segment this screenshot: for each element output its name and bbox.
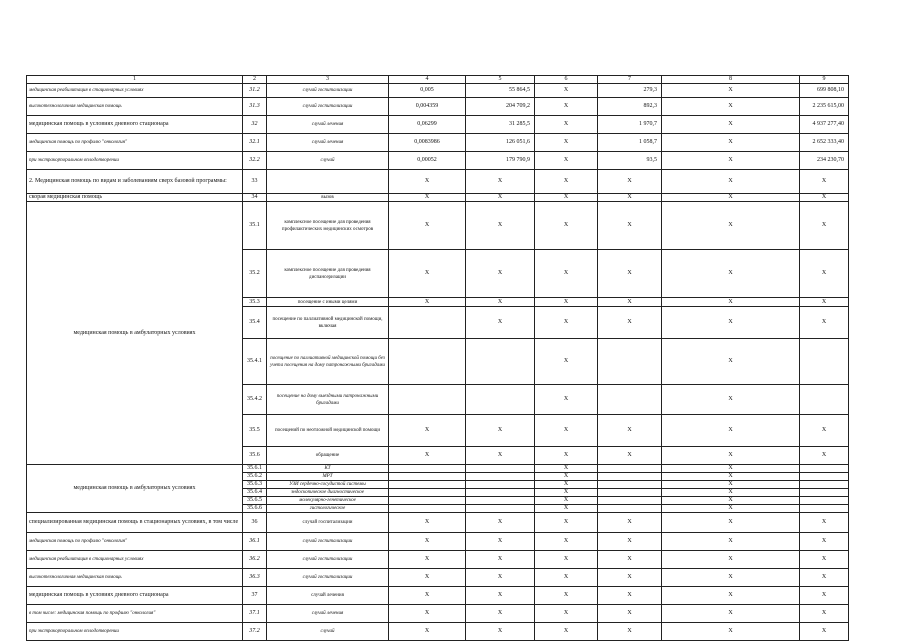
cell: X: [800, 513, 849, 533]
cell: X: [662, 505, 800, 513]
row-code: 35.6: [243, 447, 267, 465]
cell: [389, 489, 466, 497]
cell: [466, 339, 535, 385]
cell: X: [535, 307, 598, 339]
cell: 892,3: [598, 98, 662, 116]
cell: X: [800, 250, 849, 298]
row-name: медицинская реабилитация в стационарных условиях: [27, 551, 243, 569]
cell: [389, 473, 466, 481]
table-row: [27, 170, 849, 194]
row-code: 35.6.6: [243, 505, 267, 513]
cell: 234 230,70: [800, 152, 849, 170]
cell: X: [800, 202, 849, 250]
cell: [466, 481, 535, 489]
row-code: 37.1: [243, 605, 267, 623]
cell: [598, 497, 662, 505]
cell: X: [389, 587, 466, 605]
row-name: медицинская помощь в условиях дневного стационара: [27, 587, 243, 605]
cell: X: [535, 170, 598, 194]
cell: X: [662, 202, 800, 250]
row-name: медицинская помощь в условиях дневного стационара: [27, 116, 243, 134]
cell: X: [662, 152, 800, 170]
row-unit: случай госпитализации: [267, 569, 389, 587]
cell: X: [598, 513, 662, 533]
cell: X: [535, 569, 598, 587]
cell: X: [662, 250, 800, 298]
cell: X: [466, 194, 535, 202]
cell: X: [466, 415, 535, 447]
row-code: 35.4.2: [243, 385, 267, 415]
cell: X: [389, 623, 466, 641]
cell: X: [662, 473, 800, 481]
cell: [466, 473, 535, 481]
cell: X: [466, 250, 535, 298]
row-code: 36.1: [243, 533, 267, 551]
cell: 279,3: [598, 84, 662, 98]
cell: X: [535, 250, 598, 298]
table-row: [27, 465, 849, 473]
row-code: 33: [243, 170, 267, 194]
row-unit: посещение на дому выездными патронажными бригадами: [267, 385, 389, 415]
row-unit: случай: [267, 623, 389, 641]
cell: [598, 339, 662, 385]
cell: X: [466, 298, 535, 307]
header-cell: 6: [535, 76, 598, 84]
row-unit: вызов: [267, 194, 389, 202]
cell: X: [662, 194, 800, 202]
row-name: медицинская помощь по профилю "онкология": [27, 533, 243, 551]
cell: X: [535, 339, 598, 385]
cell: X: [535, 465, 598, 473]
row-unit: [267, 170, 389, 194]
cell: [389, 465, 466, 473]
cell: X: [598, 298, 662, 307]
table-row: [27, 587, 849, 605]
group-name: медицинская помощь в амбулаторных условиях: [27, 465, 243, 513]
cell: 0,06299: [389, 116, 466, 134]
row-unit: случай лечения: [267, 605, 389, 623]
cell: X: [598, 250, 662, 298]
cell: X: [662, 415, 800, 447]
cell: X: [598, 202, 662, 250]
row-code: 34: [243, 194, 267, 202]
row-unit: посещений по неотложной медицинской помощи: [267, 415, 389, 447]
cell: X: [662, 513, 800, 533]
cell: X: [662, 605, 800, 623]
row-unit: случай госпитализации: [267, 551, 389, 569]
header-cell: 7: [598, 76, 662, 84]
cell: X: [662, 170, 800, 194]
row-unit: посещение по паллиативной медицинской помощи без учета посещения на дому патронажными бригадами: [267, 339, 389, 385]
cell: X: [535, 98, 598, 116]
header-cell: 2: [243, 76, 267, 84]
row-code: 36.3: [243, 569, 267, 587]
row-code: 37: [243, 587, 267, 605]
row-code: 35.6.5: [243, 497, 267, 505]
cell: X: [466, 202, 535, 250]
row-code: 35.1: [243, 202, 267, 250]
cell: X: [535, 116, 598, 134]
cell: X: [535, 505, 598, 513]
cell: X: [466, 447, 535, 465]
cell: [598, 505, 662, 513]
cell: X: [389, 605, 466, 623]
cell: [389, 339, 466, 385]
row-unit: случай госпитализации: [267, 84, 389, 98]
row-unit: посещение по паллиативной медицинской помощи, включая: [267, 307, 389, 339]
cell: X: [662, 587, 800, 605]
row-code: 35.6.4: [243, 489, 267, 497]
cell: X: [662, 533, 800, 551]
cell: X: [598, 194, 662, 202]
row-code: 35.2: [243, 250, 267, 298]
row-unit: случай госпитализации: [267, 513, 389, 533]
cell: X: [535, 194, 598, 202]
cell: X: [535, 298, 598, 307]
cell: X: [800, 533, 849, 551]
row-unit: МРТ: [267, 473, 389, 481]
cell: [800, 497, 849, 505]
cell: X: [535, 605, 598, 623]
cell: X: [466, 623, 535, 641]
cell: X: [389, 202, 466, 250]
row-unit: случай: [267, 152, 389, 170]
cell: [800, 473, 849, 481]
row-unit: комплексное посещение для проведения диспансеризации: [267, 250, 389, 298]
cell: X: [598, 170, 662, 194]
cell: X: [800, 551, 849, 569]
cell: [466, 505, 535, 513]
cell: 699 808,10: [800, 84, 849, 98]
row-name: при экстракорпоральном оплодотворении: [27, 152, 243, 170]
cell: X: [662, 98, 800, 116]
cell: 1 058,7: [598, 134, 662, 152]
row-unit: эндоскопическое диагностическое: [267, 489, 389, 497]
row-unit: комплексное посещение для проведения профилактических медицинских осмотров: [267, 202, 389, 250]
cell: [598, 489, 662, 497]
cell: X: [662, 489, 800, 497]
cell: X: [389, 513, 466, 533]
row-name: в том числе: медицинская помощь по профилю "онкология": [27, 605, 243, 623]
table-row: [27, 152, 849, 170]
cell: X: [389, 415, 466, 447]
cell: X: [800, 415, 849, 447]
cell: [800, 339, 849, 385]
cell: X: [800, 307, 849, 339]
cell: 1 970,7: [598, 116, 662, 134]
cell: [389, 385, 466, 415]
row-name: 2. Медицинская помощь по видам и заболеваниям сверх базовой программы:: [27, 170, 243, 194]
cell: X: [662, 307, 800, 339]
table-row: [27, 84, 849, 98]
row-unit: гистологическое: [267, 505, 389, 513]
cell: X: [389, 533, 466, 551]
financing-table: [26, 75, 849, 641]
cell: X: [800, 605, 849, 623]
cell: X: [598, 307, 662, 339]
cell: X: [662, 298, 800, 307]
cell: X: [535, 202, 598, 250]
table-row: [27, 569, 849, 587]
header-cell: 9: [800, 76, 849, 84]
cell: [466, 385, 535, 415]
cell: 0,004359: [389, 98, 466, 116]
header-cell: 1: [27, 76, 243, 84]
cell: [389, 481, 466, 489]
cell: [800, 385, 849, 415]
cell: X: [662, 385, 800, 415]
row-code: 35.6.2: [243, 473, 267, 481]
cell: X: [800, 587, 849, 605]
row-name: специализированная медицинская помощь в стационарных условиях, в том числе: [27, 513, 243, 533]
cell: [466, 465, 535, 473]
cell: X: [535, 415, 598, 447]
header-cell: 5: [466, 76, 535, 84]
row-unit: случай лечения: [267, 134, 389, 152]
cell: X: [662, 569, 800, 587]
row-name: медицинская реабилитация в стационарных условиях: [27, 84, 243, 98]
cell: [598, 465, 662, 473]
cell: X: [598, 551, 662, 569]
cell: [800, 481, 849, 489]
row-unit: случай госпитализации: [267, 98, 389, 116]
row-unit: случай госпитализации: [267, 533, 389, 551]
cell: X: [800, 623, 849, 641]
cell: 179 790,9: [466, 152, 535, 170]
table-row: [27, 194, 849, 202]
cell: X: [800, 569, 849, 587]
cell: X: [598, 605, 662, 623]
table-row: [27, 533, 849, 551]
row-code: 36: [243, 513, 267, 533]
cell: 126 051,6: [466, 134, 535, 152]
cell: 4 937 277,40: [800, 116, 849, 134]
row-code: 35.4: [243, 307, 267, 339]
cell: X: [535, 489, 598, 497]
cell: X: [535, 447, 598, 465]
cell: [598, 473, 662, 481]
row-code: 31.3: [243, 98, 267, 116]
cell: [800, 465, 849, 473]
cell: X: [535, 623, 598, 641]
cell: 31 285,5: [466, 116, 535, 134]
cell: X: [662, 84, 800, 98]
row-code: 32.2: [243, 152, 267, 170]
cell: X: [535, 134, 598, 152]
cell: X: [466, 170, 535, 194]
cell: X: [535, 533, 598, 551]
cell: X: [535, 481, 598, 489]
header-cell: 3: [267, 76, 389, 84]
row-code: 35.6.3: [243, 481, 267, 489]
table-row: [27, 623, 849, 641]
cell: X: [662, 551, 800, 569]
cell: X: [535, 385, 598, 415]
cell: X: [535, 497, 598, 505]
cell: [598, 481, 662, 489]
cell: 0,00052: [389, 152, 466, 170]
row-code: 35.4.1: [243, 339, 267, 385]
row-code: 32: [243, 116, 267, 134]
cell: 0,0083986: [389, 134, 466, 152]
table-row: [27, 98, 849, 116]
row-name: при экстракорпоральном оплодотворении: [27, 623, 243, 641]
row-code: 35.3: [243, 298, 267, 307]
row-unit: КТ: [267, 465, 389, 473]
cell: X: [466, 605, 535, 623]
row-unit: случай лечения: [267, 116, 389, 134]
row-name: высокотехнологичная медицинская помощь: [27, 98, 243, 116]
cell: [466, 497, 535, 505]
cell: X: [800, 298, 849, 307]
row-unit: молекулярно-генетическое: [267, 497, 389, 505]
table-row: [27, 513, 849, 533]
cell: X: [389, 551, 466, 569]
row-name: высокотехнологичная медицинская помощь: [27, 569, 243, 587]
cell: 204 709,2: [466, 98, 535, 116]
row-code: 35.6.1: [243, 465, 267, 473]
cell: X: [389, 298, 466, 307]
cell: [800, 505, 849, 513]
row-unit: посещение с иными целями: [267, 298, 389, 307]
row-unit: УЗИ сердечно-сосудистой системы: [267, 481, 389, 489]
row-code: 31.2: [243, 84, 267, 98]
cell: X: [662, 447, 800, 465]
cell: X: [800, 170, 849, 194]
cell: [389, 307, 466, 339]
row-unit: обращение: [267, 447, 389, 465]
cell: [800, 489, 849, 497]
cell: X: [535, 152, 598, 170]
cell: X: [662, 497, 800, 505]
cell: X: [389, 447, 466, 465]
row-unit: случай лечения: [267, 587, 389, 605]
cell: X: [535, 84, 598, 98]
cell: X: [598, 533, 662, 551]
cell: X: [389, 170, 466, 194]
cell: 55 864,5: [466, 84, 535, 98]
row-name: медицинская помощь по профилю "онкология": [27, 134, 243, 152]
group-name: медицинская помощь в амбулаторных условиях: [27, 202, 243, 465]
cell: X: [598, 587, 662, 605]
row-name: скорая медицинская помощь: [27, 194, 243, 202]
cell: [598, 385, 662, 415]
row-code: 37.2: [243, 623, 267, 641]
cell: [389, 505, 466, 513]
cell: [466, 489, 535, 497]
cell: X: [598, 415, 662, 447]
cell: X: [662, 465, 800, 473]
cell: X: [662, 339, 800, 385]
cell: X: [535, 551, 598, 569]
cell: X: [466, 551, 535, 569]
cell: X: [389, 250, 466, 298]
cell: X: [535, 513, 598, 533]
cell: X: [535, 473, 598, 481]
cell: 2 235 615,00: [800, 98, 849, 116]
cell: 93,5: [598, 152, 662, 170]
cell: X: [598, 623, 662, 641]
table-row: [27, 551, 849, 569]
cell: X: [466, 513, 535, 533]
cell: X: [466, 307, 535, 339]
cell: X: [800, 447, 849, 465]
cell: 0,005: [389, 84, 466, 98]
cell: X: [598, 569, 662, 587]
cell: X: [662, 481, 800, 489]
row-code: 36.2: [243, 551, 267, 569]
cell: X: [800, 194, 849, 202]
table-row: [27, 116, 849, 134]
cell: X: [466, 533, 535, 551]
cell: X: [466, 587, 535, 605]
cell: X: [662, 623, 800, 641]
table-row: [27, 605, 849, 623]
header-cell: 4: [389, 76, 466, 84]
cell: X: [389, 194, 466, 202]
row-code: 32.1: [243, 134, 267, 152]
header-cell: 8: [662, 76, 800, 84]
cell: [389, 497, 466, 505]
cell: X: [466, 569, 535, 587]
cell: X: [389, 569, 466, 587]
header-row: [27, 76, 849, 84]
cell: X: [598, 447, 662, 465]
cell: X: [662, 116, 800, 134]
row-code: 35.5: [243, 415, 267, 447]
cell: 2 652 333,40: [800, 134, 849, 152]
cell: X: [535, 587, 598, 605]
table-row: [27, 134, 849, 152]
cell: X: [662, 134, 800, 152]
table-row: [27, 202, 849, 250]
